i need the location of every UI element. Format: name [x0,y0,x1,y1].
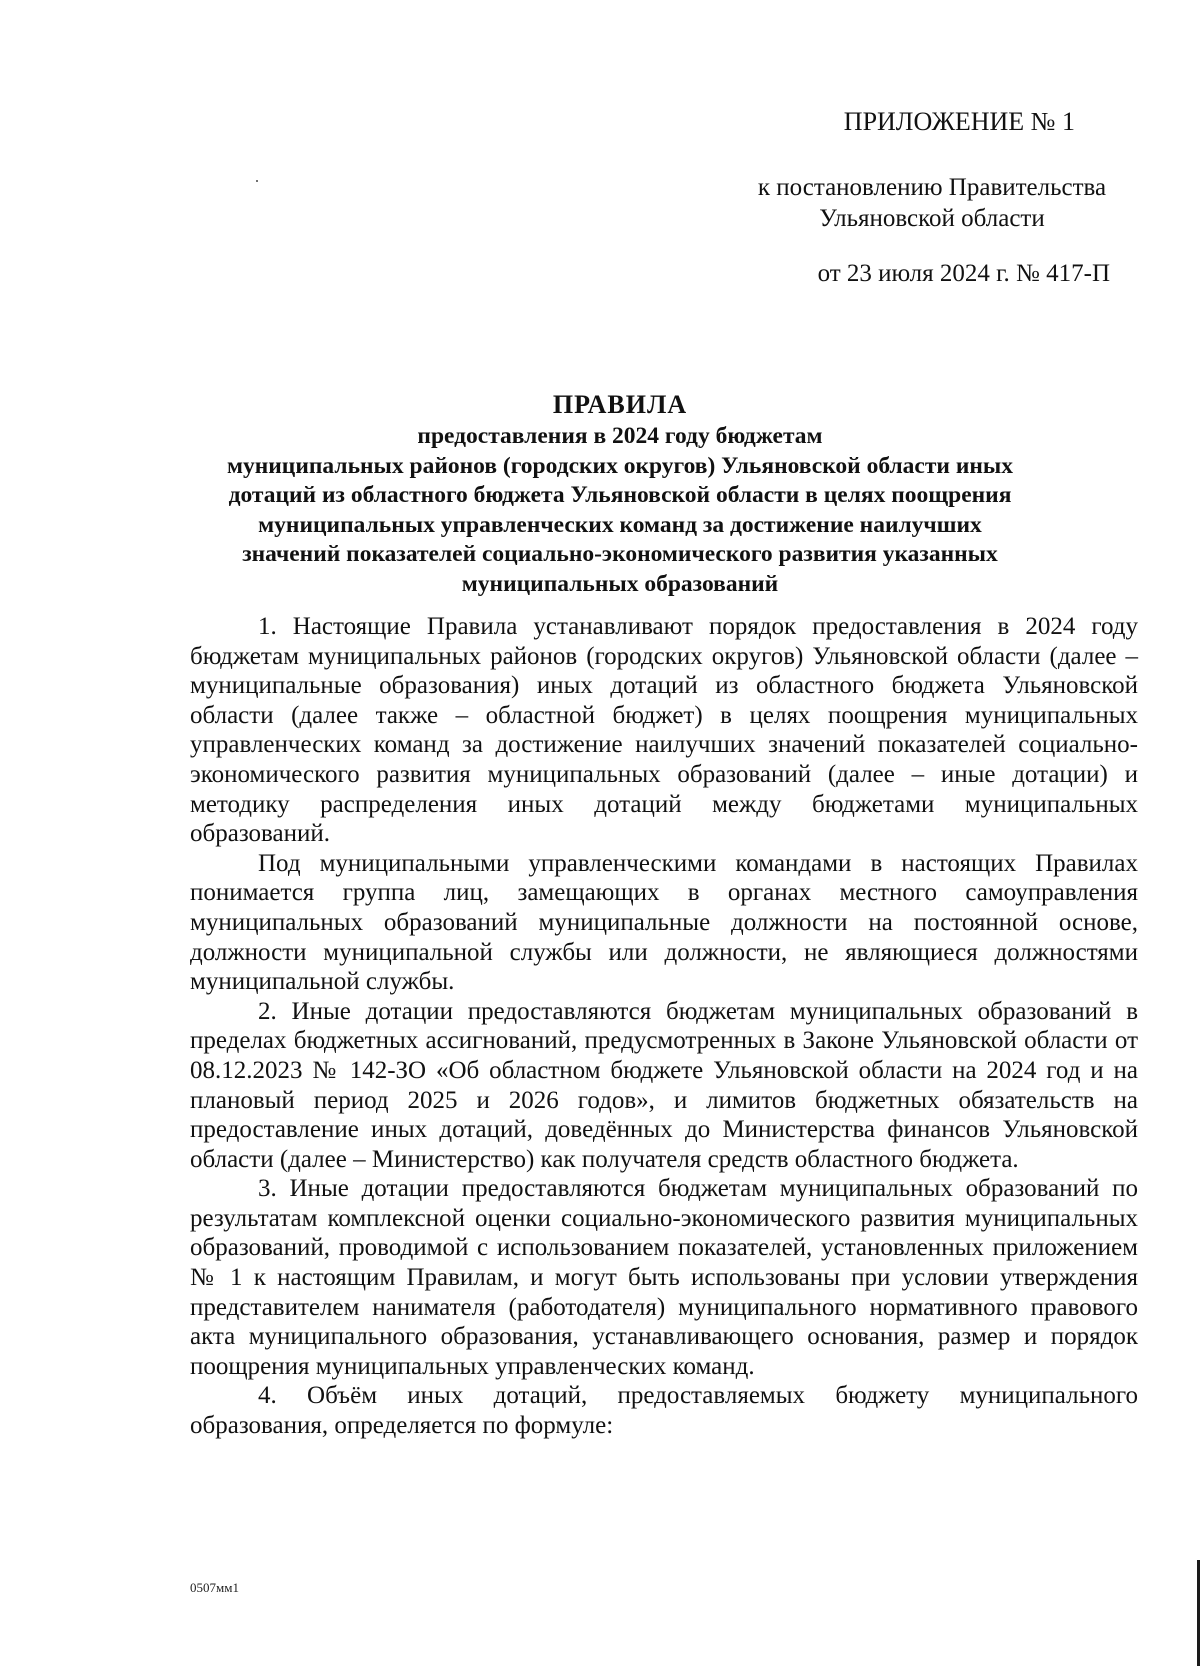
decree-reference [722,172,1142,234]
subtitle-line: предоставления в 2024 году бюджетам [417,423,823,449]
subtitle-line: муниципальных районов (городских округов) Ульяновской области иных [226,452,1014,479]
appendix-label: ПРИЛОЖЕНИЕ № 1 [843,107,1075,136]
decree-date: от 23 июля 2024 г. № 417-П [817,260,1110,287]
paragraph-1-definition: Под муниципальными управленческими командами в настоящих Правилах понимается группа лиц, замещающих в органах местного самоуправления муниципальных образований муниципальные должности на постоянной основе, должности муниципальной службы или должности, не являющиеся должностями муниципальной службы. [190,849,1138,996]
document-title [190,388,1050,599]
paragraph-2: 2. Иные дотации предоставляются бюджетам муниципальных образований в пределах бюджетных ассигнований, предусмотренных в Законе Ульяновской области от 08.12.2023 № 142-ЗО «Об областном бюджете Ульяновской области на 2024 год и на плановый период 2025 и 2026 годов», и лимитов бюджетных обязательств на предоставление иных дотаций, доведённых до Министерства финансов Ульяновской области (далее – Министерство) как получателя средств областного бюджета. [190,997,1138,1173]
document-code: 0507мм1 [190,1580,239,1595]
title-subtitle [190,422,1050,599]
title-main: ПРАВИЛА [552,390,688,419]
paragraph-4: 4. Объём иных дотаций, предоставляемых бюджету муниципального образования, определяется по формуле: [190,1382,1138,1440]
scan-speck [256,180,258,182]
subtitle-line: муниципальных управленческих команд за достижение наилучших [258,511,982,538]
decree-line-2: Ульяновской области [819,205,1045,232]
subtitle-line: муниципальных образований [461,570,779,597]
decree-line-1: к постановлению Правительства [757,174,1107,201]
subtitle-line: дотаций из областного бюджета Ульяновской области в целях поощрения [228,482,1012,508]
document-body [190,612,1138,1441]
paragraph-1: 1. Настоящие Правила устанавливают порядок предоставления в 2024 году бюджетам муниципальных районов (городских округов) Ульяновской области (далее – муниципальные образования) иных дотаций из областного бюджета Ульяновской области (далее также – областной бюджет) в целях поощрения муниципальных управленческих команд за достижение наилучших значений показателей социально-экономического развития муниципальных образований (далее – иные дотации) и методику распределения иных дотаций между бюджетами муниципальных образований. [190,613,1138,848]
paragraph-3: 3. Иные дотации предоставляются бюджетам муниципальных образований по результатам комплексной оценки социально-экономического развития муниципальных образований, проводимой с использованием показателей, установленных приложением № 1 к настоящим Правилам, и могут быть использованы при условии утверждения представителем нанимателя (работодателя) муниципального нормативного правового акта муниципального образования, устанавливающего основания, размер и порядок поощрения муниципальных управленческих команд. [190,1175,1138,1380]
subtitle-line: значений показателей социально-экономического развития указанных [242,541,998,567]
